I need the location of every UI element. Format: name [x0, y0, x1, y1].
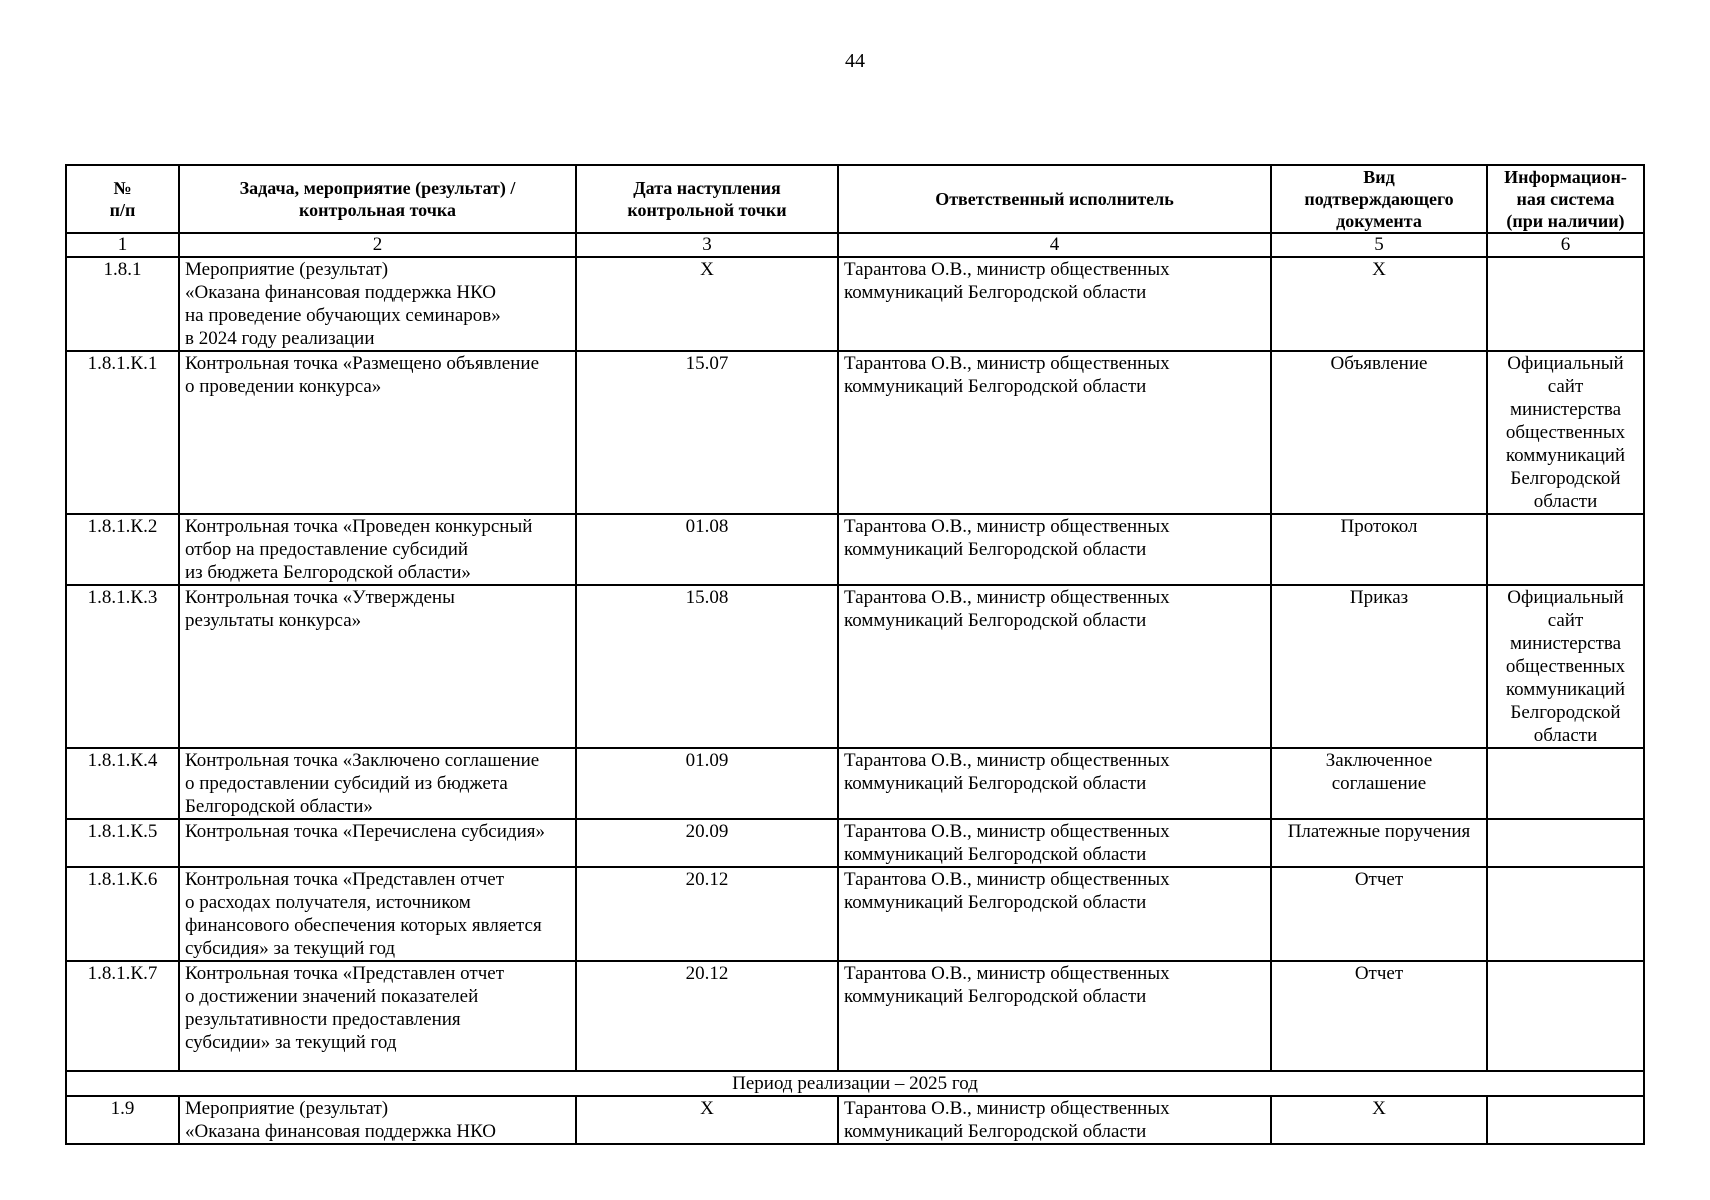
row-doc: Объявление	[1271, 351, 1487, 514]
table-row	[66, 961, 1644, 1071]
row-responsible: Тарантова О.В., министр общественных коммуникаций Белгородской области	[838, 748, 1271, 819]
row-doc: X	[1271, 257, 1487, 351]
header-responsible: Ответственный исполнитель	[838, 165, 1271, 233]
column-number: 4	[838, 233, 1271, 257]
table-row	[66, 585, 1644, 748]
table-row	[66, 514, 1644, 585]
header-info: Информацион- ная система (при наличии)	[1487, 165, 1644, 233]
period-label: Период реализации – 2025 год	[66, 1071, 1644, 1096]
row-info	[1487, 1096, 1644, 1144]
row-number: 1.8.1.К.3	[66, 585, 179, 748]
row-date: 20.12	[576, 961, 838, 1071]
column-number: 2	[179, 233, 576, 257]
table-row	[66, 819, 1644, 867]
row-responsible: Тарантова О.В., министр общественных коммуникаций Белгородской области	[838, 961, 1271, 1071]
row-doc: Платежные поручения	[1271, 819, 1487, 867]
column-number: 3	[576, 233, 838, 257]
row-number: 1.8.1.К.1	[66, 351, 179, 514]
row-date: X	[576, 1096, 838, 1144]
row-date: 01.08	[576, 514, 838, 585]
table-row	[66, 351, 1644, 514]
row-number: 1.8.1.К.6	[66, 867, 179, 961]
page-number: 44	[845, 50, 865, 72]
header-row	[66, 165, 1644, 233]
header-date: Дата наступления контрольной точки	[576, 165, 838, 233]
row-doc: X	[1271, 1096, 1487, 1144]
row-info: Официальный сайт министерства общественных коммуникаций Белгородской области	[1487, 351, 1644, 514]
header-num: № п/п	[66, 165, 179, 233]
row-task: Контрольная точка «Утверждены результаты конкурса»	[179, 585, 576, 748]
row-doc: Отчет	[1271, 961, 1487, 1071]
row-task: Контрольная точка «Представлен отчет о достижении значений показателей результативности предоставления субсидии» за текущий год	[179, 961, 576, 1071]
row-number: 1.8.1.К.7	[66, 961, 179, 1071]
row-responsible: Тарантова О.В., министр общественных коммуникаций Белгородской области	[838, 867, 1271, 961]
column-number: 6	[1487, 233, 1644, 257]
row-number: 1.8.1.К.2	[66, 514, 179, 585]
control-points-table	[65, 164, 1645, 1145]
row-number: 1.8.1	[66, 257, 179, 351]
row-info	[1487, 257, 1644, 351]
row-responsible: Тарантова О.В., министр общественных коммуникаций Белгородской области	[838, 257, 1271, 351]
column-numbers-row	[66, 233, 1644, 257]
row-info	[1487, 514, 1644, 585]
row-task: Мероприятие (результат) «Оказана финансовая поддержка НКО на проведение обучающих семинаров» в 2024 году реализации	[179, 257, 576, 351]
row-date: X	[576, 257, 838, 351]
header-doc: Вид подтверждающего документа	[1271, 165, 1487, 233]
row-responsible: Тарантова О.В., министр общественных коммуникаций Белгородской области	[838, 585, 1271, 748]
table-row	[66, 1096, 1644, 1144]
row-date: 15.07	[576, 351, 838, 514]
row-number: 1.9	[66, 1096, 179, 1144]
row-number: 1.8.1.К.5	[66, 819, 179, 867]
row-info: Официальный сайт министерства общественных коммуникаций Белгородской области	[1487, 585, 1644, 748]
row-doc: Отчет	[1271, 867, 1487, 961]
row-date: 01.09	[576, 748, 838, 819]
row-date: 15.08	[576, 585, 838, 748]
row-info	[1487, 819, 1644, 867]
row-responsible: Тарантова О.В., министр общественных коммуникаций Белгородской области	[838, 514, 1271, 585]
row-responsible: Тарантова О.В., министр общественных коммуникаций Белгородской области	[838, 1096, 1271, 1144]
row-info	[1487, 961, 1644, 1071]
row-task: Контрольная точка «Перечислена субсидия»	[179, 819, 576, 867]
column-number: 5	[1271, 233, 1487, 257]
row-date: 20.12	[576, 867, 838, 961]
row-number: 1.8.1.К.4	[66, 748, 179, 819]
row-task: Мероприятие (результат) «Оказана финансовая поддержка НКО	[179, 1096, 576, 1144]
period-row	[66, 1071, 1644, 1096]
table-row	[66, 867, 1644, 961]
row-info	[1487, 867, 1644, 961]
row-task: Контрольная точка «Проведен конкурсный отбор на предоставление субсидий из бюджета Белгородской области»	[179, 514, 576, 585]
column-number: 1	[66, 233, 179, 257]
row-task: Контрольная точка «Размещено объявление о проведении конкурса»	[179, 351, 576, 514]
header-task: Задача, мероприятие (результат) / контрольная точка	[179, 165, 576, 233]
table-row	[66, 748, 1644, 819]
row-responsible: Тарантова О.В., министр общественных коммуникаций Белгородской области	[838, 351, 1271, 514]
row-responsible: Тарантова О.В., министр общественных коммуникаций Белгородской области	[838, 819, 1271, 867]
table-row	[66, 257, 1644, 351]
row-doc: Заключенное соглашение	[1271, 748, 1487, 819]
row-doc: Приказ	[1271, 585, 1487, 748]
row-doc: Протокол	[1271, 514, 1487, 585]
row-info	[1487, 748, 1644, 819]
row-task: Контрольная точка «Представлен отчет о расходах получателя, источником финансового обеспечения которых является субсидия» за текущий год	[179, 867, 576, 961]
row-task: Контрольная точка «Заключено соглашение о предоставлении субсидий из бюджета Белгородской области»	[179, 748, 576, 819]
row-date: 20.09	[576, 819, 838, 867]
